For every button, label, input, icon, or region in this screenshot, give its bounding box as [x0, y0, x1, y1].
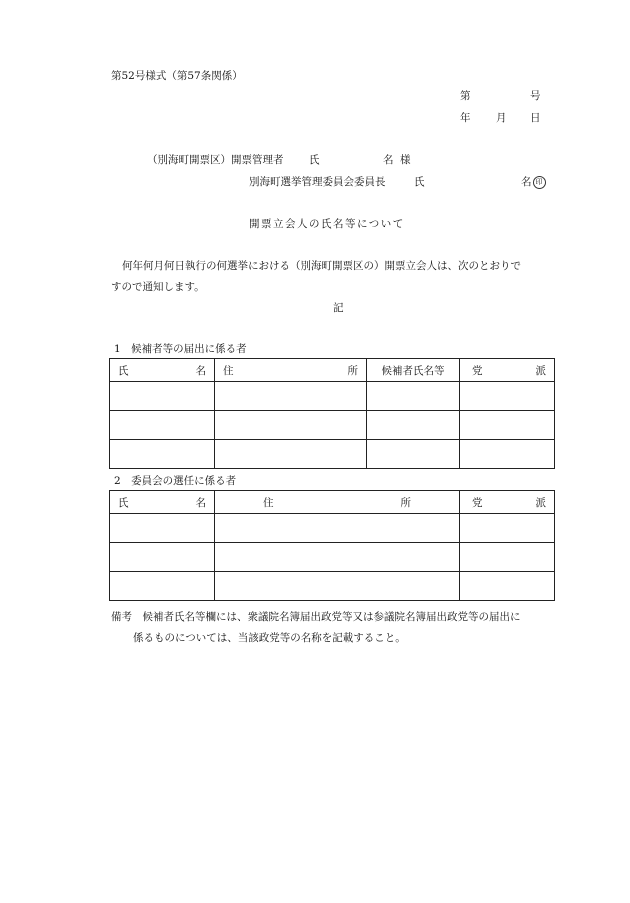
- note-line-2: 係るものについては、当該政党等の名称を記載すること。: [133, 632, 406, 644]
- body-line-1: 何年何月何日執行の何選挙における（別海町開票区の）開票立会人は、次のとおりで: [122, 260, 521, 272]
- name-cell[interactable]: [110, 440, 215, 469]
- sender-mei-seal: [521, 174, 546, 189]
- address-cell[interactable]: [215, 440, 367, 469]
- doc-number-prefix: 第: [460, 90, 471, 102]
- table-row: [110, 514, 555, 543]
- sender-mei: 名: [521, 176, 532, 188]
- table-header-row: [110, 359, 555, 382]
- name-cell[interactable]: [110, 382, 215, 411]
- table-row: [110, 440, 555, 469]
- document-heading: 開票立会人の氏名等について: [249, 218, 405, 230]
- header-party: 党 派: [460, 359, 555, 382]
- header-address: 住 所: [215, 359, 367, 382]
- party-cell[interactable]: [460, 382, 555, 411]
- party-cell[interactable]: [460, 543, 555, 572]
- header-name: 氏 名: [110, 359, 215, 382]
- date-day: 日: [530, 112, 541, 124]
- address-cell[interactable]: [215, 543, 460, 572]
- address-cell[interactable]: [215, 411, 367, 440]
- party-cell[interactable]: [460, 440, 555, 469]
- sender-title: 別海町選挙管理委員会委員長: [249, 176, 386, 188]
- table-row: [110, 572, 555, 601]
- table-row: [110, 543, 555, 572]
- name-cell[interactable]: [110, 572, 215, 601]
- section2-title: 2 委員会の選任に係る者: [114, 475, 237, 487]
- recipient-mei: 名: [383, 154, 394, 166]
- recipient-org: （別海町開票区）開票管理者: [147, 154, 284, 166]
- table-header-row: [110, 491, 555, 514]
- party-cell[interactable]: [460, 572, 555, 601]
- form-number: 第52号様式（第57条関係）: [111, 70, 243, 82]
- header-party: 党 派: [460, 491, 555, 514]
- party-cell[interactable]: [460, 514, 555, 543]
- name-cell[interactable]: [110, 543, 215, 572]
- table-row: [110, 411, 555, 440]
- seal-mark: 印: [533, 176, 546, 189]
- party-cell[interactable]: [460, 411, 555, 440]
- date-year: 年: [460, 112, 471, 124]
- recipient-honorific: 様: [400, 154, 411, 166]
- header-candidate: 候補者氏名等: [367, 359, 460, 382]
- recipient-uji: 氏: [309, 154, 320, 166]
- candidate-cell[interactable]: [367, 411, 460, 440]
- committee-witness-table: [109, 490, 555, 601]
- doc-number-suffix: 号: [530, 90, 541, 102]
- date-month: 月: [496, 112, 507, 124]
- body-line-2: すので通知します。: [111, 281, 205, 293]
- candidate-cell[interactable]: [367, 440, 460, 469]
- header-name: 氏 名: [110, 491, 215, 514]
- section1-title: 1 候補者等の届出に係る者: [114, 343, 247, 355]
- address-cell[interactable]: [215, 514, 460, 543]
- name-cell[interactable]: [110, 514, 215, 543]
- note-line-1: 備考 候補者氏名等欄には、衆議院名簿届出政党等又は参議院名簿届出政党等の届出に: [111, 611, 521, 623]
- candidate-witness-table: [109, 358, 555, 469]
- sender-uji: 氏: [414, 176, 425, 188]
- address-cell[interactable]: [215, 572, 460, 601]
- name-cell[interactable]: [110, 411, 215, 440]
- ki-label: 記: [333, 302, 344, 314]
- table-row: [110, 382, 555, 411]
- header-address: 住 所: [215, 491, 460, 514]
- address-cell[interactable]: [215, 382, 367, 411]
- candidate-cell[interactable]: [367, 382, 460, 411]
